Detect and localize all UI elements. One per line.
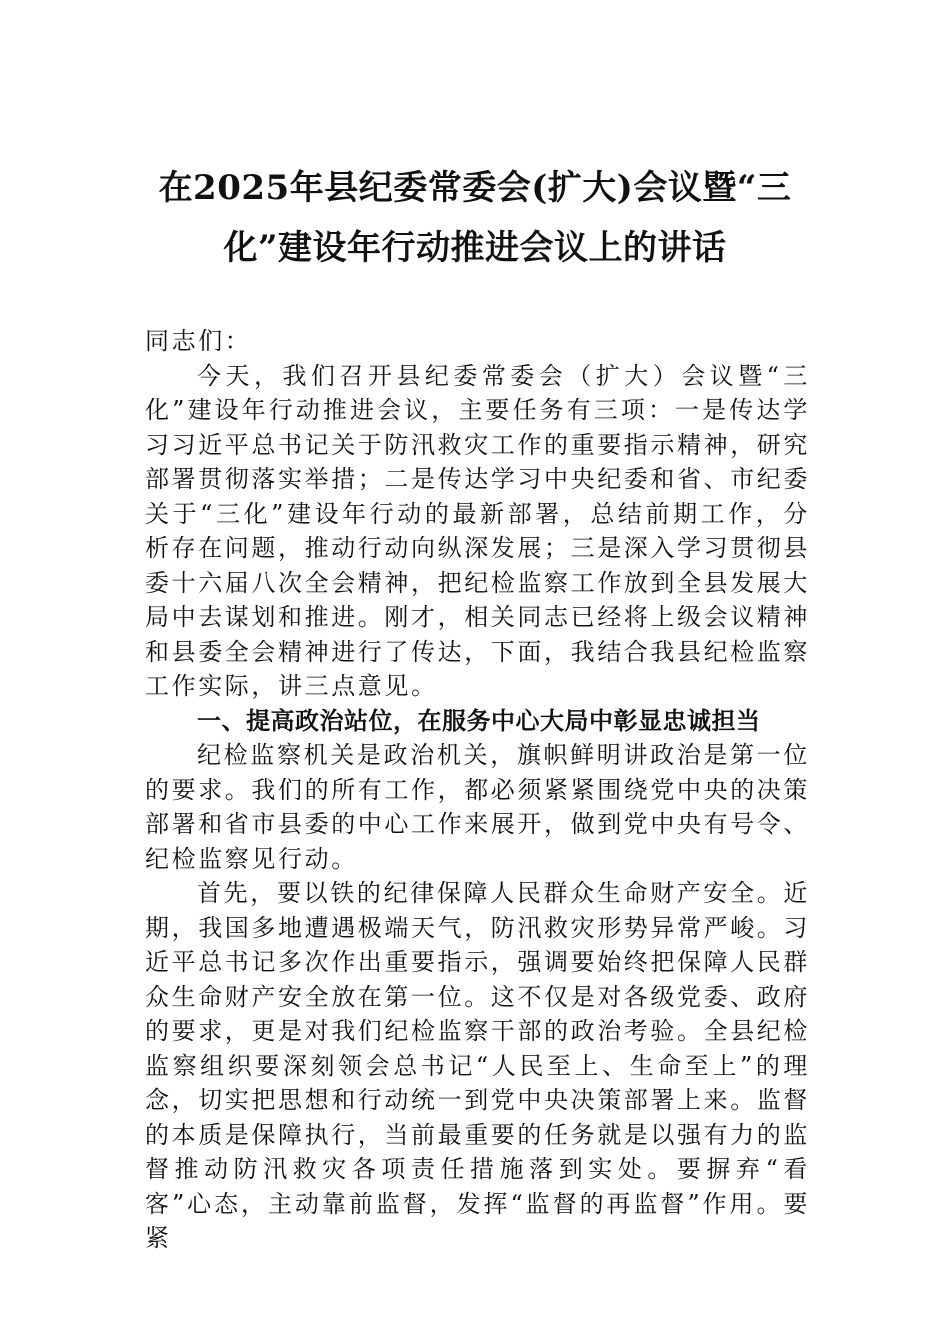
section-heading-1: 一、提高政治站位，在服务中心大局中彰显忠诚担当 — [197, 706, 761, 735]
salutation: 同志们： — [145, 327, 252, 355]
paragraph-intro: 今天，我们召开县纪委常委会（扩大）会议暨“三化”建设年行动推进会议，主要任务有三项：一是传达学习习近平总书记关于防汛救灾工作的重要指示精神，研究部署贯彻落实举措；二是传达学习中央纪委和省、市纪委关于“三化”建设年行动的最新部署，总结前期工作，分析存在问题，推动行动向纵深发展；三是深入学习贯彻县委十六届八次全会精神，把纪检监察工作放到全县发展大局中去谋划和推进。刚才，相关同志已经将上级会议精神和县委全会精神进行了传达，下面，我结合我县纪检监察工作实际，讲三点意见。 — [145, 361, 810, 700]
section1-paragraph: 纪检监察机关是政治机关，旗帜鲜明讲政治是第一位的要求。我们的所有工作，都必须紧紧围绕党中央的决策部署和省市县委的中心工作来展开，做到党中央有号令、纪检监察见行动。 — [145, 741, 810, 873]
section1-paragraph: 首先，要以铁的纪律保障人民群众生命财产安全。近期，我国多地遭遇极端天气，防汛救灾形势异常严峻。习近平总书记多次作出重要指示，强调要始终把保障人民群众生命财产安全放在第一位。这不仅是对各级党委、政府的要求，更是对我们纪检监察干部的政治考验。全县纪检监察组织要深刻领会总书记“人民至上、生命至上”的理念，切实把思想和行动统一到党中央决策部署上来。监督的本质是保障执行，当前最重要的任务就是以强有力的监督推动防汛救灾各项责任措施落到实处。要摒弃“看客”心态，主动靠前监督，发挥“监督的再监督”作用。要紧 — [145, 879, 810, 1252]
document-body — [145, 324, 810, 1256]
document-title: 在2025年县纪委常委会(扩大)会议暨“三化”建设年行动推进会议上的讲话 — [158, 168, 792, 268]
